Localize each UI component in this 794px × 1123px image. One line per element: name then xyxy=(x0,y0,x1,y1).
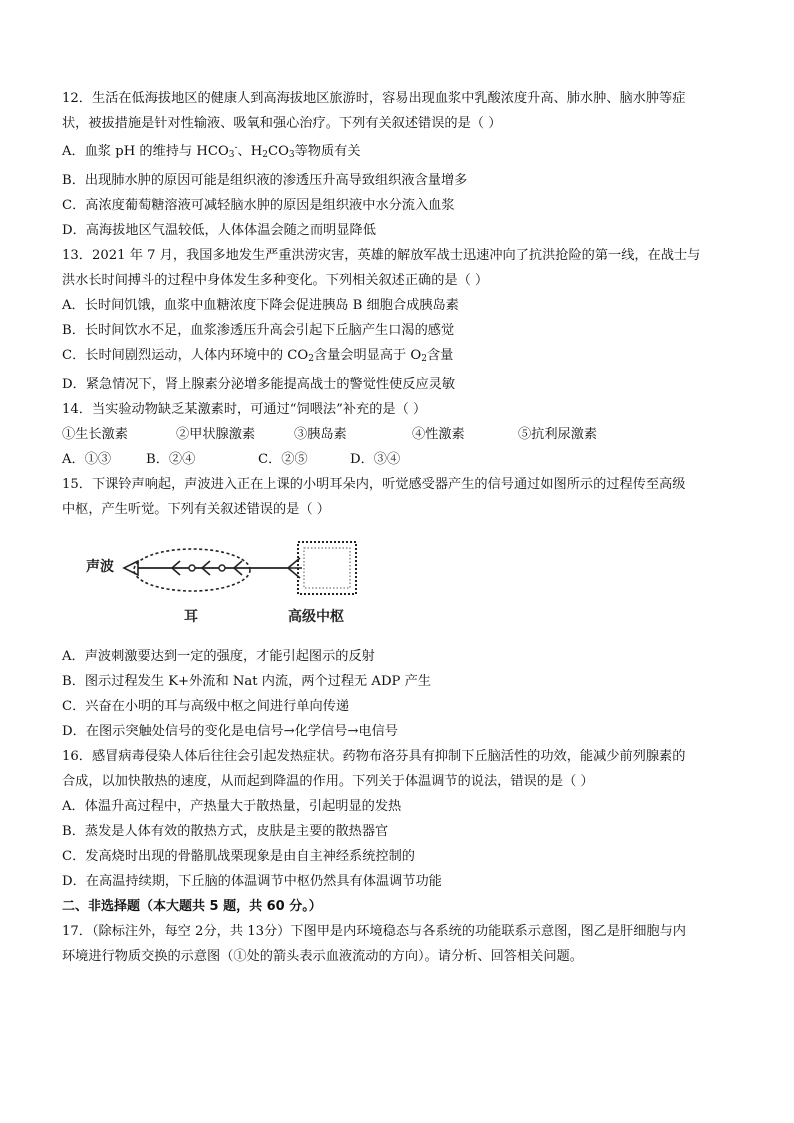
q13-option-a: A．长时间饥饿，血浆中血糖浓度下降会促进胰岛 B 细胞合成胰岛素 xyxy=(62,298,459,313)
q16-option-d: D．在高温持续期，下丘脑的体温调节中枢仍然具有体温调节功能 xyxy=(62,874,442,889)
q15-label-sound-wave: 声波 xyxy=(86,559,114,575)
neuron-body-2 xyxy=(219,565,225,571)
q14-items xyxy=(62,422,732,447)
q15-stem-line2: 中枢，产生听觉。下列有关叙述错误的是（ ） xyxy=(62,502,330,517)
q15-option-b: B．图示过程发生 K+外流和 Nat 内流，两个过程无 ADP 产生 xyxy=(62,674,431,689)
q13-option-c xyxy=(62,343,732,372)
q16-option-c: C．发高烧时出现的骨骼肌战栗现象是由自主神经系统控制的 xyxy=(62,849,415,864)
section-2-heading: 二、非选择题（本大题共 5 题，共 60 分。） xyxy=(62,899,322,914)
terminal-branch xyxy=(288,558,302,578)
q13-c-sub2: 2 xyxy=(421,354,427,364)
q12-stem-line1: 12．生活在低海拔地区的健康人到高海拔地区旅游时，容易出现血浆中乳酸浓度升高、肺水肿、脑水肿等症 xyxy=(62,91,686,106)
q14-item-1: ①生长激素 xyxy=(62,427,128,442)
q14-stem: 14．当实验动物缺乏某激素时，可通过“饲喂法”补充的是（ ） xyxy=(62,402,427,417)
q13-c-post: 含量 xyxy=(426,348,454,363)
q13-stem-line1: 13．2021 年 7 月，我国多地发生严重洪涝灾害，英雄的解放军战士迅速冲向了抗洪抢险的第一线，在战士与 xyxy=(62,248,701,263)
q15-option-a: A．声波刺激要达到一定的强度，才能引起图示的反射 xyxy=(62,649,375,664)
q13-option-d: D．紧急情况下，肾上腺素分泌增多能提高战士的警觉性使反应灵敏 xyxy=(62,377,456,392)
q12-a-pre: A．血浆 pH 的维持与 HCO xyxy=(62,144,229,159)
q14-option-a: A．①③ xyxy=(62,452,112,467)
neuron-body-1 xyxy=(189,565,195,571)
q15-label-higher-center: 高级中枢 xyxy=(288,609,344,625)
q12-stem-line2: 状，被拔措施是针对性输液、吸氧和强心治疗。下列有关叙述错误的是（ ） xyxy=(62,116,502,131)
q13-option-b: B．长时间饮水不足，血浆渗透压升高会引起下丘脑产生口渴的感觉 xyxy=(62,323,455,338)
q14-option-d: D．③④ xyxy=(350,452,401,467)
q12-a-sub2: 2 xyxy=(262,150,268,160)
q12-option-b: B．出现肺水肿的原因可能是组织液的渗透压升高导致组织液含量增多 xyxy=(62,173,468,188)
q14-option-c: C．②⑤ xyxy=(258,452,308,467)
q12-a-sub1: 3 xyxy=(228,150,235,160)
q15-stem-line1: 15．下课铃声响起，声波进入正在上课的小明耳朵内，听觉感受器产生的信号通过如图所示的过程传至高级 xyxy=(62,477,686,492)
q16-option-b: B．蒸发是人体有效的散热方式，皮肤是主要的散热器官 xyxy=(62,824,389,839)
q12-option-c: C．高浓度葡萄糖溶液可减轻脑水肿的原因是组织液中水分流入血浆 xyxy=(62,198,455,213)
question-12 xyxy=(62,86,732,243)
q12-a-mid2: CO xyxy=(267,144,289,159)
q12-a-sup1: - xyxy=(234,143,238,153)
q12-a-post: 等物质有关 xyxy=(294,144,361,159)
q14-option-b: B．②④ xyxy=(146,452,196,467)
q17-stem-line2: 环境进行物质交换的示意图（①处的箭头表示血液流动的方向）。请分析、回答相关问题。 xyxy=(62,949,583,964)
q16-stem-line1: 16．感冒病毒侵染人体后往往会引起发热症状。药物布洛芬具有抑制下丘脑活性的功效，能减少前列腺素的 xyxy=(62,749,686,764)
q12-a-sub3: 3 xyxy=(288,150,295,160)
q12-option-a xyxy=(62,136,732,168)
q14-item-4: ④性激素 xyxy=(412,427,465,442)
q14-options xyxy=(62,447,732,472)
question-13 xyxy=(62,243,732,397)
q13-c-sub1: 2 xyxy=(308,354,314,364)
q12-a-mid: 、H xyxy=(237,144,263,159)
q14-item-2: ②甲状腺激素 xyxy=(176,427,256,442)
q14-item-3: ③胰岛素 xyxy=(294,427,347,442)
question-16 xyxy=(62,744,732,894)
q15-option-d: D．在图示突触处信号的变化是电信号→化学信号→电信号 xyxy=(62,724,398,739)
q13-stem-line2: 洪水长时间搏斗的过程中身体发生多种变化。下列相关叙述正确的是（ ） xyxy=(62,273,489,288)
receptor-shape xyxy=(124,561,138,575)
exam-content xyxy=(62,86,732,969)
q15-option-c: C．兴奋在小明的耳与高级中枢之间进行单向传递 xyxy=(62,699,350,714)
question-14 xyxy=(62,397,732,472)
q17-stem-line1: 17．（除标注外，每空 2分，共 13分）下图甲是内环境稳态与各系统的功能联系示意图，图乙是肝细胞与内 xyxy=(62,924,686,939)
higher-center-inner xyxy=(304,548,350,588)
q13-c-mid: 含量会明显高于 O xyxy=(313,348,422,363)
question-17 xyxy=(62,919,732,969)
question-15 xyxy=(62,472,732,744)
q16-stem-line2: 合成，以加快散热的速度，从而起到降温的作用。下列关于体温调节的说法，错误的是（ ） xyxy=(62,774,594,789)
q16-option-a: A．体温升高过程中，产热量大于散热量，引起明显的发热 xyxy=(62,799,402,814)
q14-item-5: ⑤抗利尿激素 xyxy=(518,427,598,442)
q15-label-ear: 耳 xyxy=(184,609,198,625)
q13-c-pre: C．长时间剧烈运动，人体内环境中的 CO xyxy=(62,348,309,363)
higher-center-box xyxy=(298,542,356,594)
q15-hearing-pathway-figure xyxy=(88,534,388,634)
q12-option-d: D．高海拔地区气温较低，人体体温会随之而明显降低 xyxy=(62,223,376,238)
